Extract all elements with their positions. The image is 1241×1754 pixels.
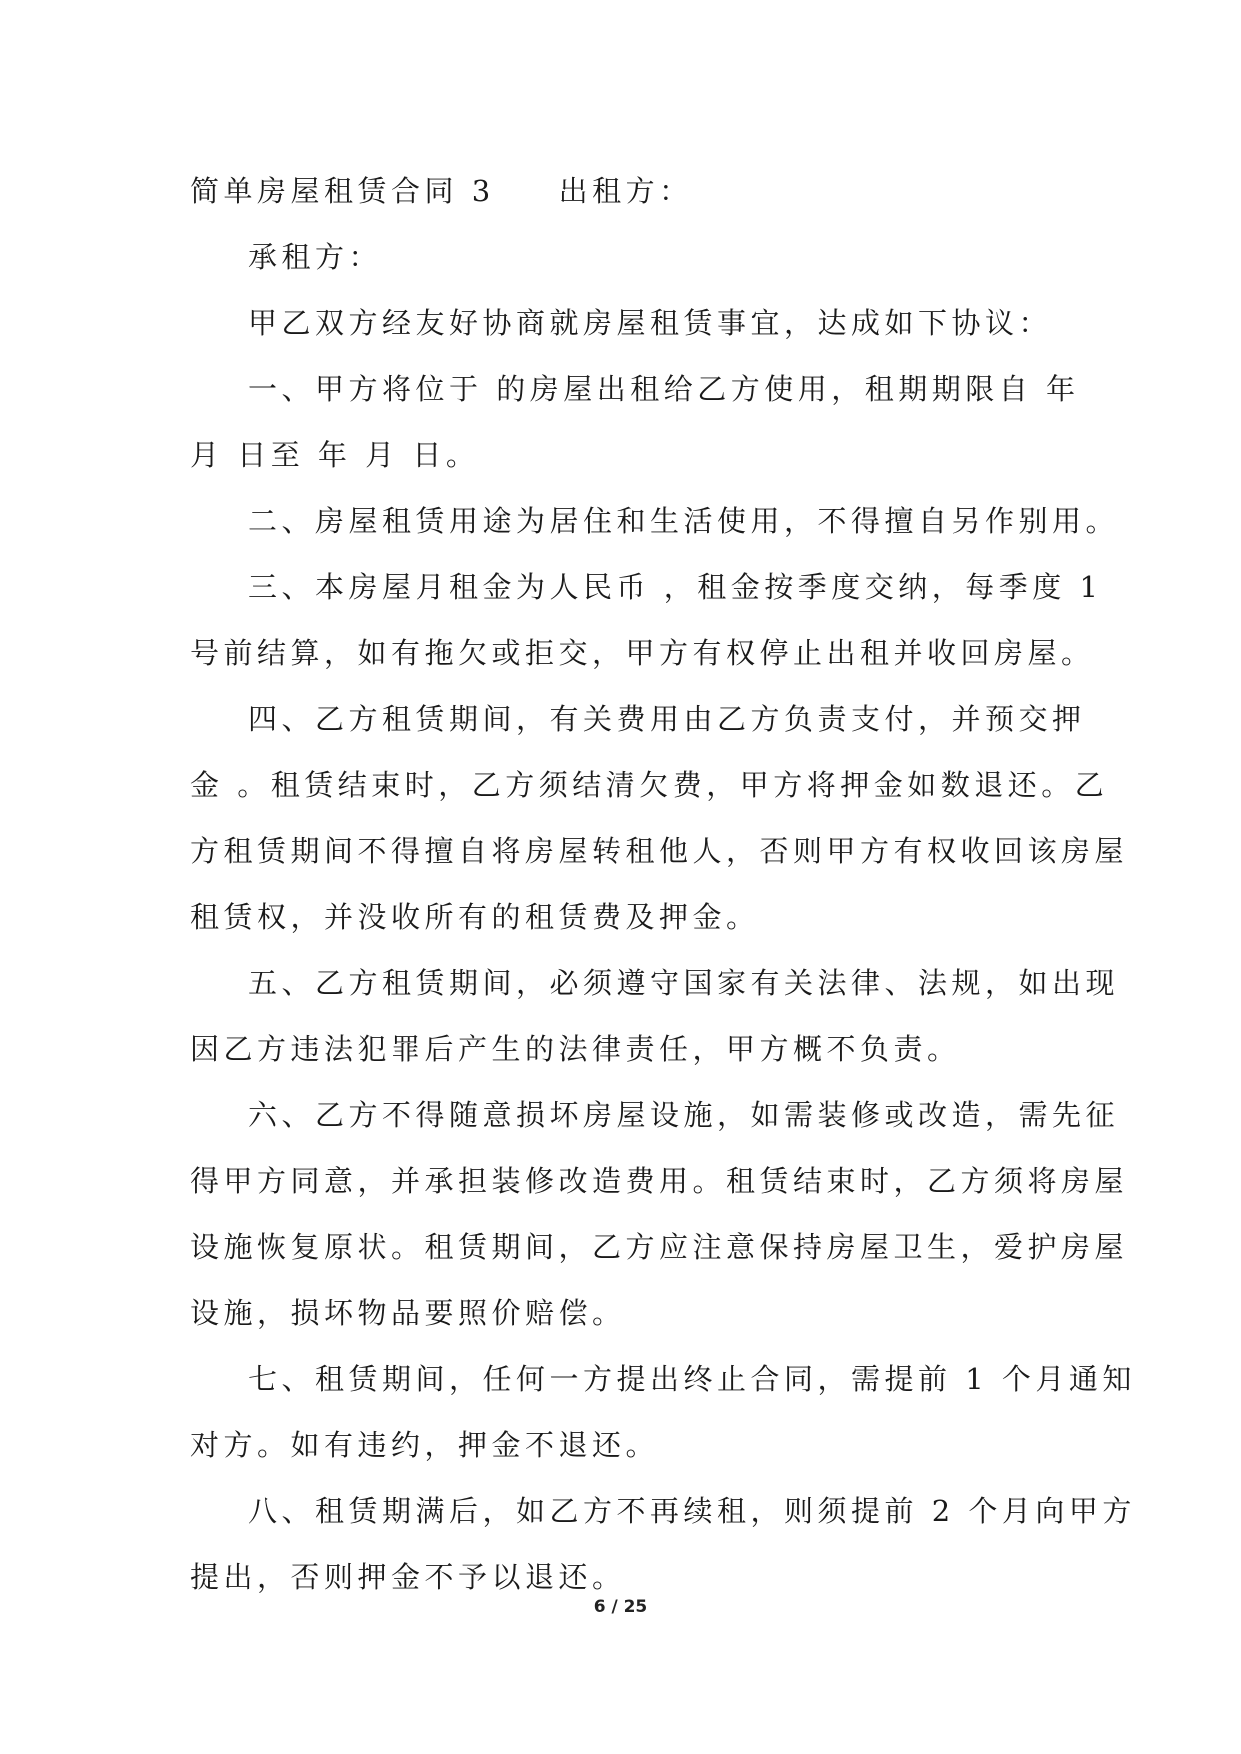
paragraph-line: 提出，否则押金不予以退还。 — [190, 1560, 626, 1594]
page-number: 6 / 25 — [593, 1597, 648, 1617]
paragraph-line: 四、乙方租赁期间，有关费用由乙方负责支付，并预交押 — [248, 702, 1086, 736]
lessor-label: 出租方： — [558, 174, 693, 208]
paragraph-line: 八、租赁期满后，如乙方不再续租，则须提前 2 个月向甲方 — [248, 1494, 1136, 1528]
paragraph-line: 金 。租赁结束时，乙方须结清欠费，甲方将押金如数退还。乙 — [190, 768, 1109, 802]
paragraph-line: 得甲方同意，并承担装修改造费用。租赁结束时，乙方须将房屋 — [190, 1164, 1129, 1198]
paragraph-line: 三、本房屋月租金为人民币 ，租金按季度交纳，每季度 1 — [248, 570, 1103, 604]
paragraph-line: 二、房屋租赁用途为居住和生活使用，不得擅自另作别用。 — [248, 504, 1120, 538]
paragraph-line: 租赁权，并没收所有的租赁费及押金。 — [190, 900, 760, 934]
paragraph-line: 月 日至 年 月 日。 — [190, 438, 480, 472]
paragraph-line: 五、乙方租赁期间，必须遵守国家有关法律、法规，如出现 — [248, 966, 1120, 1000]
paragraph-line: 七、租赁期间，任何一方提出终止合同，需提前 1 个月通知 — [248, 1362, 1136, 1396]
title-line — [190, 158, 1050, 224]
paragraph-line: 方租赁期间不得擅自将房屋转租他人，否则甲方有权收回该房屋 — [190, 834, 1129, 868]
paragraph-line: 承租方： — [248, 240, 383, 274]
paragraph-line: 设施，损坏物品要照价赔偿。 — [190, 1296, 626, 1330]
paragraph-line: 六、乙方不得随意损坏房屋设施，如需装修或改造，需先征 — [248, 1098, 1120, 1132]
paragraph-line: 对方。如有违约，押金不退还。 — [190, 1428, 660, 1462]
paragraph-line: 设施恢复原状。租赁期间，乙方应注意保持房屋卫生，爱护房屋 — [190, 1230, 1129, 1264]
paragraph-line: 因乙方违法犯罪后产生的法律责任，甲方概不负责。 — [190, 1032, 961, 1066]
paragraph-line: 一、甲方将位于 的房屋出租给乙方使用，租期期限自 年 — [248, 372, 1080, 406]
paragraph-line: 号前结算，如有拖欠或拒交，甲方有权停止出租并收回房屋。 — [190, 636, 1095, 670]
paragraph-line: 甲乙双方经友好协商就房屋租赁事宜，达成如下协议： — [248, 306, 1053, 340]
document-body — [190, 158, 1136, 1610]
document-title: 简单房屋租赁合同 3 — [190, 174, 495, 208]
